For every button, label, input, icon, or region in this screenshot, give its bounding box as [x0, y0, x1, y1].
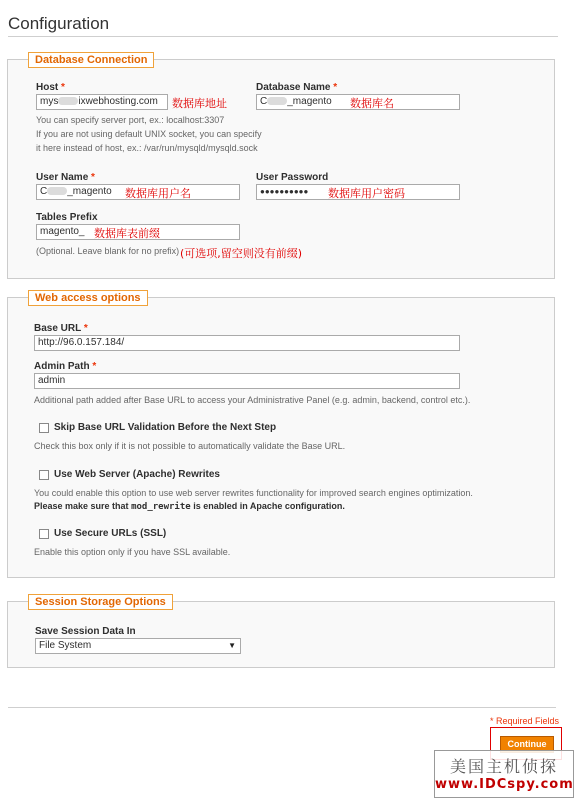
footer-divider [8, 707, 556, 708]
database-name-input[interactable]: C _magento [256, 94, 460, 110]
admin-path-label: Admin Path * [34, 361, 97, 372]
save-session-select[interactable]: File System ▼ [35, 638, 241, 654]
tables-prefix-input[interactable]: magento_ [36, 224, 240, 240]
rewrites-checkbox[interactable] [39, 470, 49, 480]
skip-validation-note: Check this box only if it is not possible to automatically validate the Base URL. [34, 441, 346, 451]
host-input[interactable]: mys ixwebhosting.com [36, 94, 168, 110]
base-url-label: Base URL * [34, 323, 88, 334]
user-name-annotation: 数据库用户名 [125, 187, 191, 200]
secure-urls-note: Enable this option only if you have SSL available. [34, 547, 231, 557]
user-name-input[interactable]: C _magento [36, 184, 240, 200]
skip-validation-checkbox[interactable] [39, 423, 49, 433]
session-storage-legend: Session Storage Options [28, 594, 173, 610]
tables-prefix-label: Tables Prefix [36, 212, 98, 223]
secure-urls-checkbox[interactable] [39, 529, 49, 539]
continue-button[interactable]: Continue [500, 736, 554, 753]
user-password-label: User Password [256, 172, 329, 183]
host-label: Host * [36, 82, 65, 93]
redacted-mark [58, 97, 78, 105]
required-fields-note: * Required Fields [490, 716, 560, 726]
rewrites-note: You could enable this option to use web server rewrites functionality for improved search engines optimization. [34, 488, 473, 498]
host-annotation: 数据库地址 [172, 97, 227, 110]
title-divider [8, 36, 558, 37]
redacted-mark [47, 187, 67, 195]
session-storage-section [7, 596, 555, 668]
chevron-down-icon: ▼ [228, 641, 236, 650]
admin-path-note: Additional path added after Base URL to access your Administrative Panel (e.g. admin, backend, control etc.). [34, 395, 471, 405]
save-session-label: Save Session Data In [35, 626, 136, 637]
user-name-label: User Name * [36, 172, 95, 183]
watermark-logo [434, 750, 574, 798]
admin-path-input[interactable]: admin [34, 373, 460, 389]
host-note-3: it here instead of host, ex.: /var/run/mysqld/mysqld.sock [36, 143, 258, 153]
web-access-legend: Web access options [28, 290, 148, 306]
user-password-annotation: 数据库用户密码 [328, 187, 405, 200]
user-password-input[interactable]: ●●●●●●●●●● [256, 184, 460, 200]
tables-prefix-annotation: 数据库表前缀 [94, 227, 160, 240]
secure-urls-label[interactable]: Use Secure URLs (SSL) [54, 528, 167, 539]
web-access-section [7, 292, 555, 578]
host-note-1: You can specify server port, ex.: localhost:3307 [36, 115, 225, 125]
skip-validation-label[interactable]: Skip Base URL Validation Before the Next Step [54, 422, 277, 433]
database-name-label: Database Name * [256, 82, 338, 93]
mod-rewrite-code: mod_rewrite [131, 502, 191, 512]
database-name-annotation: 数据库名 [350, 97, 394, 110]
tables-prefix-note: (Optional. Leave blank for no prefix) [36, 246, 180, 256]
database-connection-legend: Database Connection [28, 52, 154, 68]
database-connection-section [7, 54, 555, 279]
redacted-mark [267, 97, 287, 105]
base-url-input[interactable]: http://96.0.157.184/ [34, 335, 460, 351]
required-mark: * [61, 82, 65, 93]
host-note-2: If you are not using default UNIX socket, you can specify [36, 129, 262, 139]
rewrites-label[interactable]: Use Web Server (Apache) Rewrites [54, 469, 220, 480]
page-title: Configuration [8, 14, 110, 33]
tables-prefix-note-annotation: (可选项,留空则没有前缀) [180, 247, 303, 260]
watermark-line-1: 美国主机侦探 [449, 757, 558, 776]
rewrites-warning: Please make sure that mod_rewrite is enabled in Apache configuration. [34, 501, 345, 512]
watermark-line-2: www.IDCspy.com [435, 777, 574, 792]
